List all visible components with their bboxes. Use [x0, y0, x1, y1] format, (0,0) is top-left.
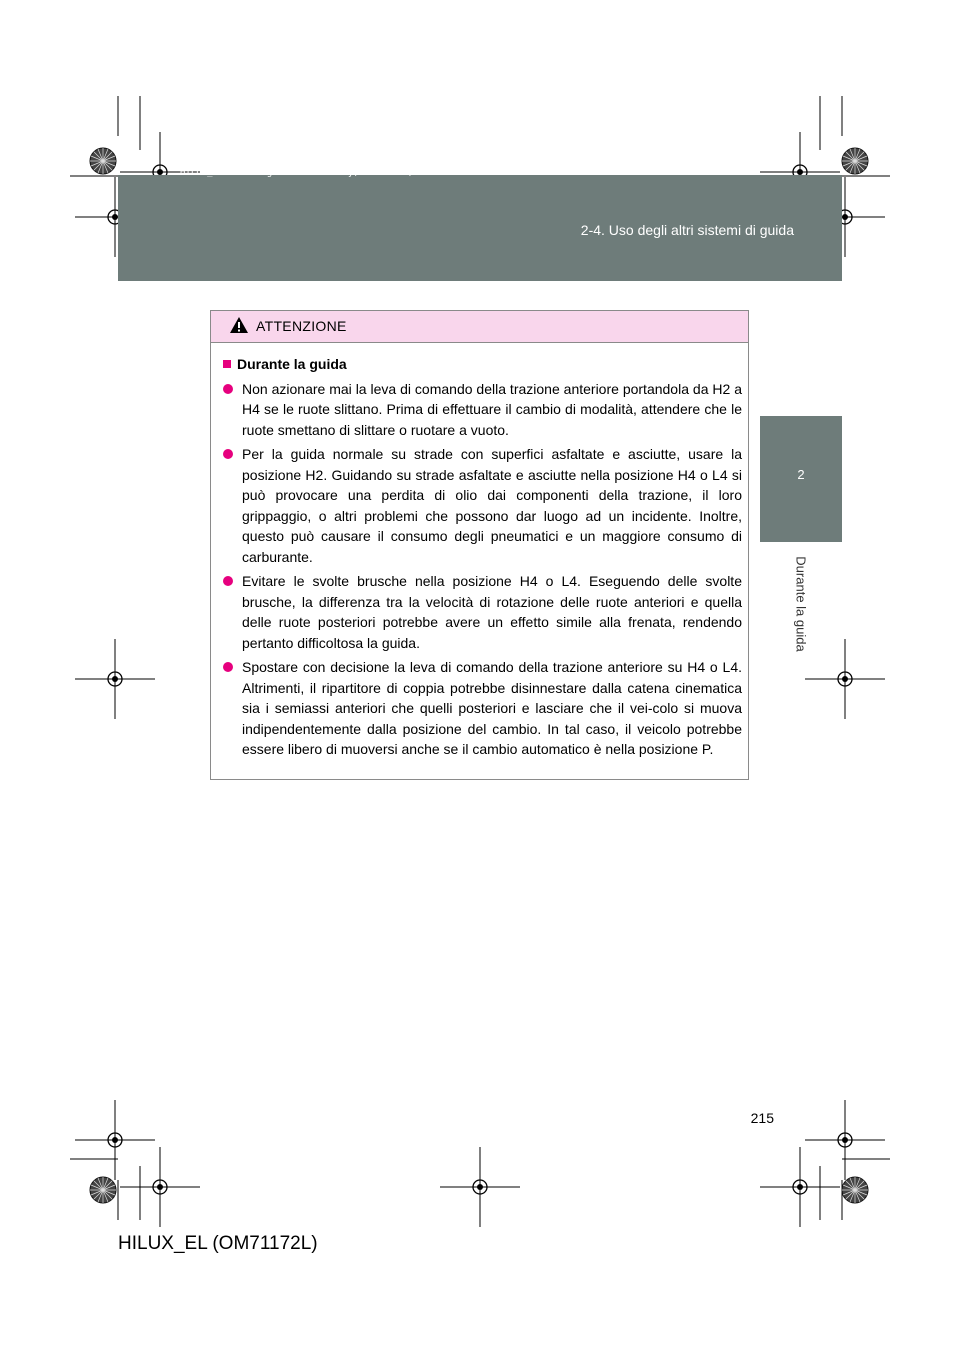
warning-item [223, 379, 742, 441]
chapter-title: Durante la guida [793, 556, 809, 652]
warning-item-text: Spostare con decisione la leva di comando della trazione anteriore su H4 o L4. Altrimenti, il ripartitore di coppia potrebbe disinnestare dalla catena cinematica sia i semiassi anteriori che quelli posteriori e lasciare che il vei-colo si muova indipendentemente dalla posizione del cambio. In tal caso, il veicolo potrebbe essere libero di muoversi anche se il cambio automatico è nella posizione P. [242, 659, 742, 757]
warning-item-text: Per la guida normale su strade con superfici asfaltate e asciutte, usare la posizione H2. Guidando su strade asfaltate e asciutte nella posizione H4 o L4 si può provocare una perdita di olio dai componenti della trazione, il loro grippaggio, o altri problemi che possono dar luogo ad un incidente. Inoltre, questo può causare il consumo degli pneumatici e un maggiore consumo di carburante. [242, 446, 742, 565]
bullet-icon [223, 662, 233, 672]
chapter-tab [760, 416, 842, 542]
warning-subtitle [223, 354, 742, 375]
warning-icon [229, 316, 249, 334]
warning-item-text: Evitare le svolte brusche nella posizione H4 o L4. Eseguendo delle svolte brusche, la differenza tra la velocità di rotazione delle ruote anteriori e quella delle ruote posteriori potrebbe avere un effetto simile alla frenata, rendendo pertanto difficoltosa la guida. [242, 573, 742, 651]
bullet-icon [223, 576, 233, 586]
warning-item [223, 657, 742, 760]
manual-code: HILUX_EL (OM71172L) [118, 1233, 318, 1254]
book-stamp: HILUX_EL.book Page 215 Wednesday, March 23, 2011 3:30 PM [180, 168, 484, 178]
warning-item-text: Non azionare mai la leva di comando della trazione anteriore portandola da H2 a H4 se le ruote slittano. Prima di effettuare il cambio di modalità, attendere che le ruote smettano di slittare o ruotare a vuoto. [242, 380, 742, 438]
square-bullet-icon [223, 360, 231, 368]
warning-subtitle-text: Durante la guida [237, 356, 347, 372]
warning-item [223, 571, 742, 653]
page-number: 215 [750, 1110, 774, 1126]
warning-title: ATTENZIONE [256, 318, 347, 334]
warning-item [223, 444, 742, 567]
bullet-icon [223, 384, 233, 394]
warning-header [211, 311, 748, 343]
chapter-label-tab [760, 542, 842, 666]
chapter-number: 2 [797, 467, 805, 482]
section-title: 2-4. Uso degli altri sistemi di guida [580, 222, 794, 238]
bullet-icon [223, 449, 233, 459]
warning-body [211, 343, 748, 760]
warning-box [210, 310, 749, 780]
